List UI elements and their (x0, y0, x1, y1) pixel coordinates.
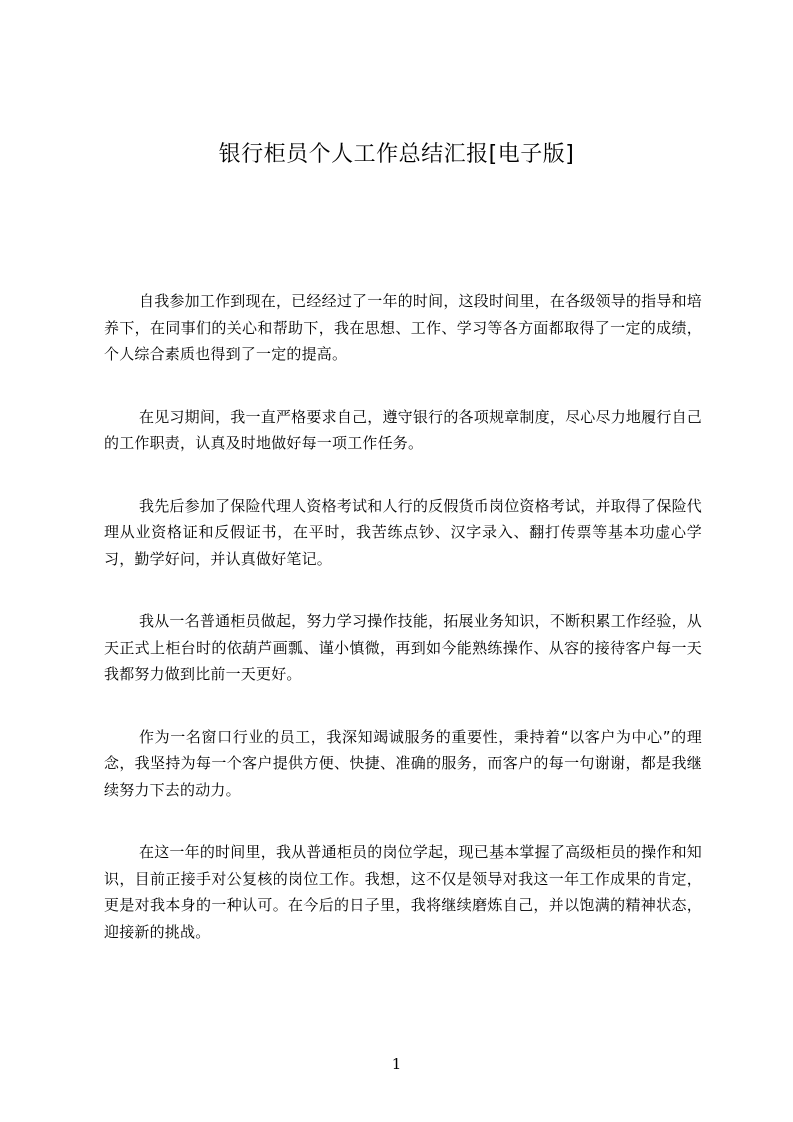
paragraph-3: 我先后参加了保险代理人资格考试和人行的反假货币岗位资格考试，并取得了保险代理从业资格证和反假证书，在平时，我苦练点钞、汉字录入、翻打传票等基本功虚心学习，勤学好问，并认真做好笔记。 (104, 496, 702, 568)
document-body (104, 288, 702, 981)
document-title: 银行柜员个人工作总结汇报[电子版] (218, 142, 575, 167)
paragraph-5: 作为一名窗口行业的员工，我深知竭诚服务的重要性，秉持着“以客户为中心”的理念，我坚持为每一个客户提供方便、快捷、准确的服务，而客户的每一句谢谢，都是我继续努力下去的动力。 (104, 727, 702, 799)
paragraph-2: 在见习期间，我一直严格要求自己，遵守银行的各项规章制度，尽心尽力地履行自己的工作职责，认真及时地做好每一项工作任务。 (104, 407, 702, 452)
paragraph-4: 我从一名普通柜员做起，努力学习操作技能，拓展业务知识，不断积累工作经验，从天正式上柜台时的依葫芦画瓢、谨小慎微，再到如今能熟练操作、从容的接待客户每一天我都努力做到比前一天更好。 (104, 612, 702, 683)
page-number: 1 (391, 1055, 402, 1073)
paragraph-6: 在这一年的时间里，我从普通柜员的岗位学起，现已基本掌握了高级柜员的操作和知识，目前正接手对公复核的岗位工作。我想，这不仅是领导对我这一年工作成果的肯定，更是对我本身的一种认可。在今后的日子里，我将继续磨炼自己，并以饱满的精神状态，迎接新的挑战。 (104, 843, 702, 941)
paragraph-1: 自我参加工作到现在，已经经过了一年的时间，这段时间里，在各级领导的指导和培养下，在同事们的关心和帮助下，我在思想、工作、学习等各方面都取得了一定的成绩，个人综合素质也得到了一定的提高。 (104, 292, 702, 363)
